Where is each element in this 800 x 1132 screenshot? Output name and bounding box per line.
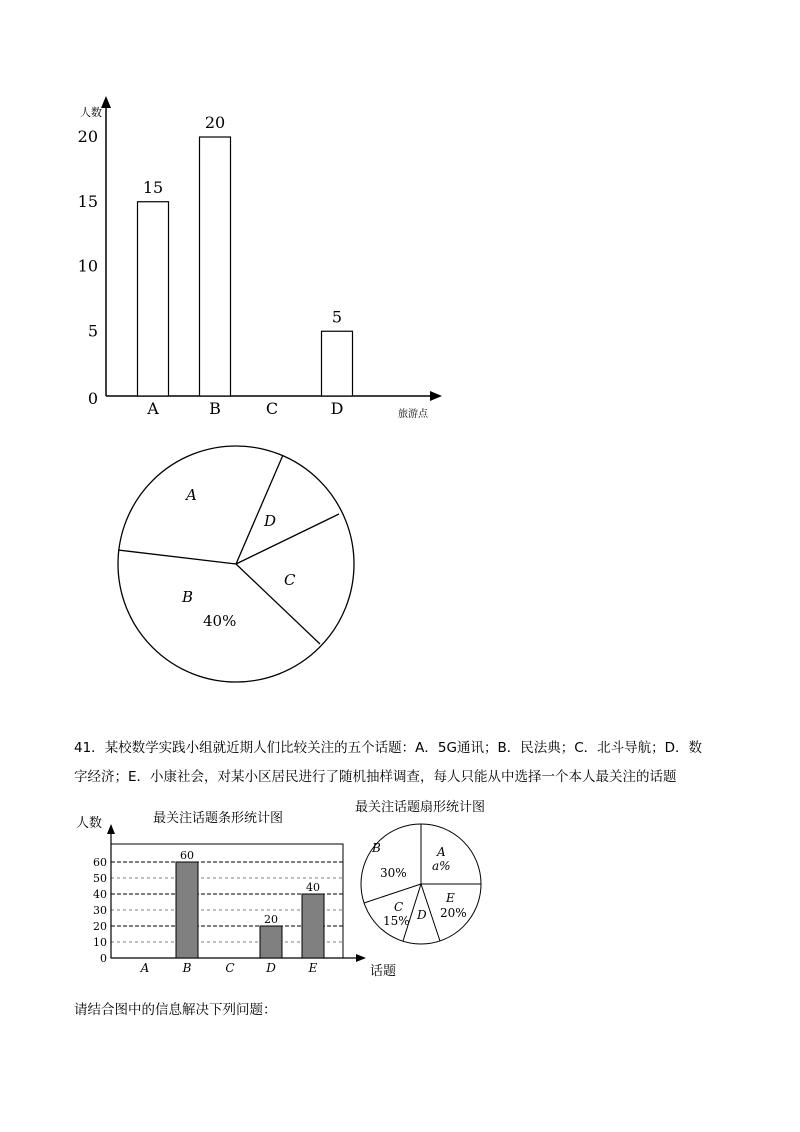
chart1-y-arrow: [101, 96, 111, 108]
pie2-label-a: A: [437, 845, 446, 859]
chart1-bar-D: [322, 331, 353, 396]
pie1-label-d: D: [264, 512, 277, 530]
question-paragraph: [74, 734, 734, 792]
chart3-ytick-label: 0: [100, 952, 107, 965]
question-number: 41．: [74, 740, 105, 756]
chart1-x-arrow: [430, 391, 442, 401]
pie2-percent-e: 20%: [440, 906, 467, 920]
chart1-ytick-label: 15: [77, 191, 98, 211]
chart3-y-arrow: [107, 824, 115, 834]
chart3-value-label: 40: [306, 881, 320, 894]
question-text-line-1: 某校数学实践小组就近期人们比较关注的五个话题：A．5G通讯；B．民法典；C．北斗导航；D．数: [104, 740, 703, 756]
question-text-line-2: 字经济；E．小康社会，对某小区居民进行了随机抽样调查，每人只能从中选择一个本人最关注的话题: [74, 769, 677, 785]
chart3-xtick-label: B: [182, 961, 192, 975]
chart3-x-arrow: [356, 954, 366, 962]
pie2-percent-a: a%: [432, 859, 451, 873]
chart3-ytick-label: 40: [93, 888, 107, 901]
instruction-text: 请结合图中的信息解决下列问题：: [74, 1002, 277, 1018]
chart1: [78, 96, 442, 420]
chart3-bar-D: [260, 926, 282, 958]
pie2-label-e: E: [446, 891, 455, 905]
pie1-percent-b: 40%: [203, 612, 237, 630]
pie1-label-b: B: [182, 588, 194, 606]
chart3-ytick-label: 10: [93, 936, 107, 949]
chart3-xtick-label: E: [308, 961, 318, 975]
chart1-value-label: 15: [142, 177, 164, 197]
chart3-ytick-label: 30: [93, 904, 107, 917]
pie2-label-c: C: [394, 900, 404, 914]
pie2-percent-c: 15%: [383, 914, 410, 928]
pie2-label-b: B: [372, 841, 381, 855]
chart3-ytick-label: 20: [93, 920, 107, 933]
chart3: [76, 810, 396, 979]
chart3-title: 最关注话题条形统计图: [153, 811, 284, 826]
chart3-xlabel: 话题: [370, 964, 397, 979]
chart1-ytick-label: 5: [87, 321, 98, 341]
pie1-label-a: A: [186, 486, 197, 504]
pie2-percent-b: 30%: [380, 866, 407, 880]
chart3-ytick-label: 50: [93, 872, 107, 885]
pie2-label-d: D: [417, 908, 427, 922]
chart1-value-label: 5: [331, 307, 343, 327]
chart3-value-label: 60: [180, 849, 194, 862]
chart1-bar-A: [138, 202, 169, 396]
chart3-xtick-label: D: [266, 961, 276, 975]
chart4-pie: [355, 799, 485, 944]
chart1-xtick-label: C: [265, 399, 279, 418]
chart1-ytick-label: 20: [77, 127, 98, 146]
chart3-value-label: 20: [264, 913, 278, 926]
chart3-ylabel: 人数: [76, 816, 103, 831]
chart1-xtick-label: B: [209, 399, 221, 418]
chart1-xtick-label: A: [147, 399, 159, 418]
chart3-bar-B: [176, 862, 198, 958]
chart2-pie: [118, 446, 354, 682]
chart1-ylabel: 人数: [80, 106, 102, 119]
chart3-bar-E: [302, 894, 324, 958]
chart3-ytick-label: 60: [93, 856, 107, 869]
pie1-label-c: C: [284, 571, 296, 589]
chart1-bar-B: [200, 137, 231, 396]
chart1-xtick-label: D: [330, 399, 344, 418]
chart1-xlabel: 旅游点: [398, 409, 428, 420]
chart1-ytick-label: 0: [87, 389, 98, 408]
chart3-xtick-label: A: [140, 961, 150, 975]
chart1-ytick-label: 10: [77, 256, 98, 276]
question-line-1: [74, 734, 734, 763]
chart1-value-label: 20: [204, 113, 226, 132]
chart4-title: 最关注话题扇形统计图: [355, 800, 486, 815]
chart3-xtick-label: C: [225, 961, 235, 975]
